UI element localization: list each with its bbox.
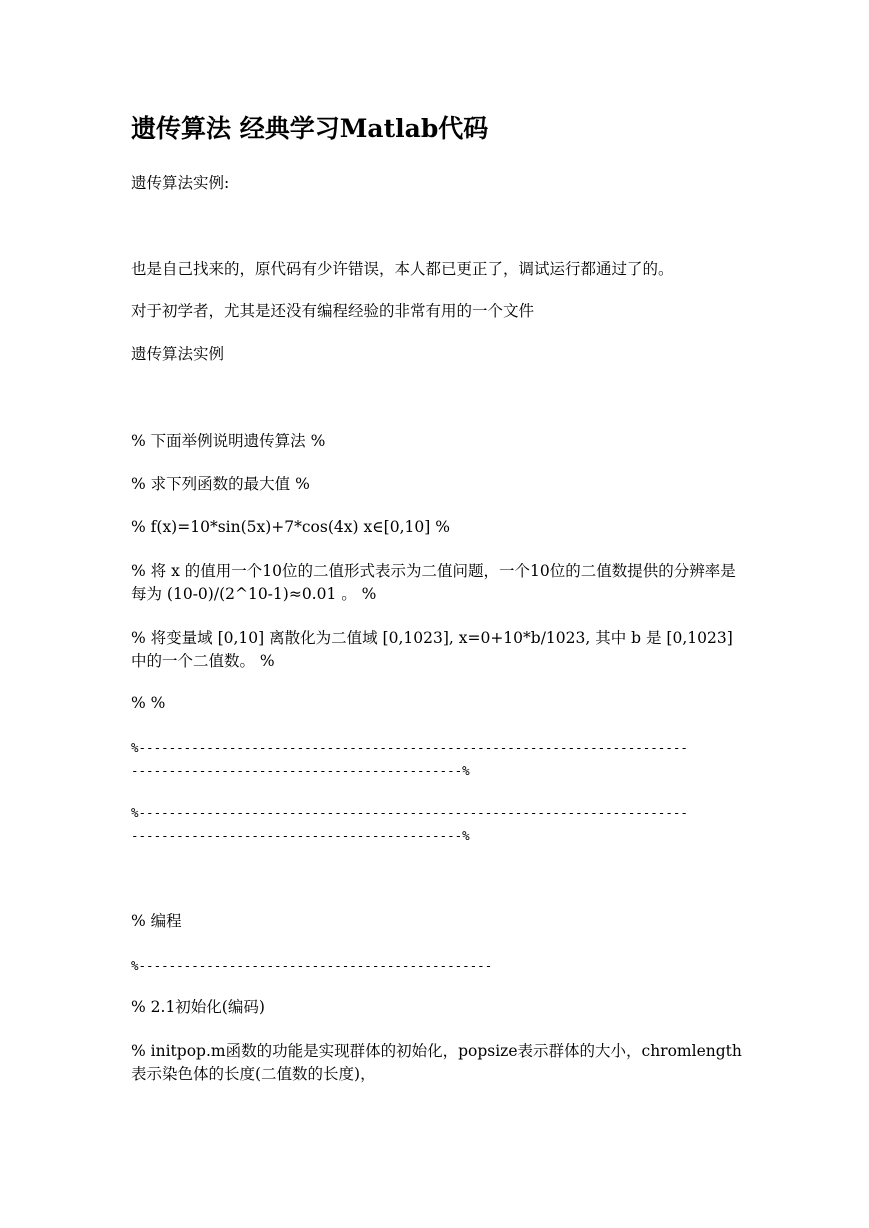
document-title: 遗传算法 经典学习Matlab代码 (131, 114, 489, 143)
separator-line-3: %----------------------------------------------- (131, 958, 493, 973)
intro-label: 遗传算法实例: (131, 174, 230, 192)
paragraph-note-2: 对于初学者，尤其是还没有编程经验的非常有用的一个文件 (131, 302, 535, 320)
comment-line-3: % f(x)=10*sin(5x)+7*cos(4x) x∈[0,10] % (131, 518, 450, 536)
separator-line-1b: --------------------------------------------% (131, 763, 470, 778)
comment-line-9: % initpop.m函数的功能是实现群体的初始化，popsize表示群体的大小，chromlength表示染色体的长度(二值数的长度)， (131, 1042, 742, 1083)
separator-line-2a: %------------------------------------------------------------------------- (131, 805, 688, 820)
comment-line-5: % 将变量域 [0,10] 离散化为二值域 [0,1023], x=0+10*b/1023, 其中 b 是 [0,1023] 中的一个二值数。 % (131, 629, 733, 670)
comment-line-8: % 2.1初始化(编码) (131, 998, 265, 1016)
separator-line-2b: --------------------------------------------% (131, 828, 470, 843)
comment-line-6: % % (131, 694, 166, 712)
comment-line-2: % 求下列函数的最大值 % (131, 475, 310, 493)
subheading: 遗传算法实例 (131, 345, 225, 363)
comment-line-1: % 下面举例说明遗传算法 % (131, 432, 326, 450)
comment-line-7: % 编程 (131, 912, 182, 930)
separator-line-1a: %------------------------------------------------------------------------- (131, 740, 688, 755)
paragraph-note-1: 也是自己找来的，原代码有少许错误，本人都已更正了，调试运行都通过了的。 (131, 260, 674, 278)
comment-line-4: % 将 x 的值用一个10位的二值形式表示为二值问题，一个10位的二值数提供的分辨率是每为 (10-0)/(2^10-1)≈0.01 。 % (131, 562, 736, 603)
